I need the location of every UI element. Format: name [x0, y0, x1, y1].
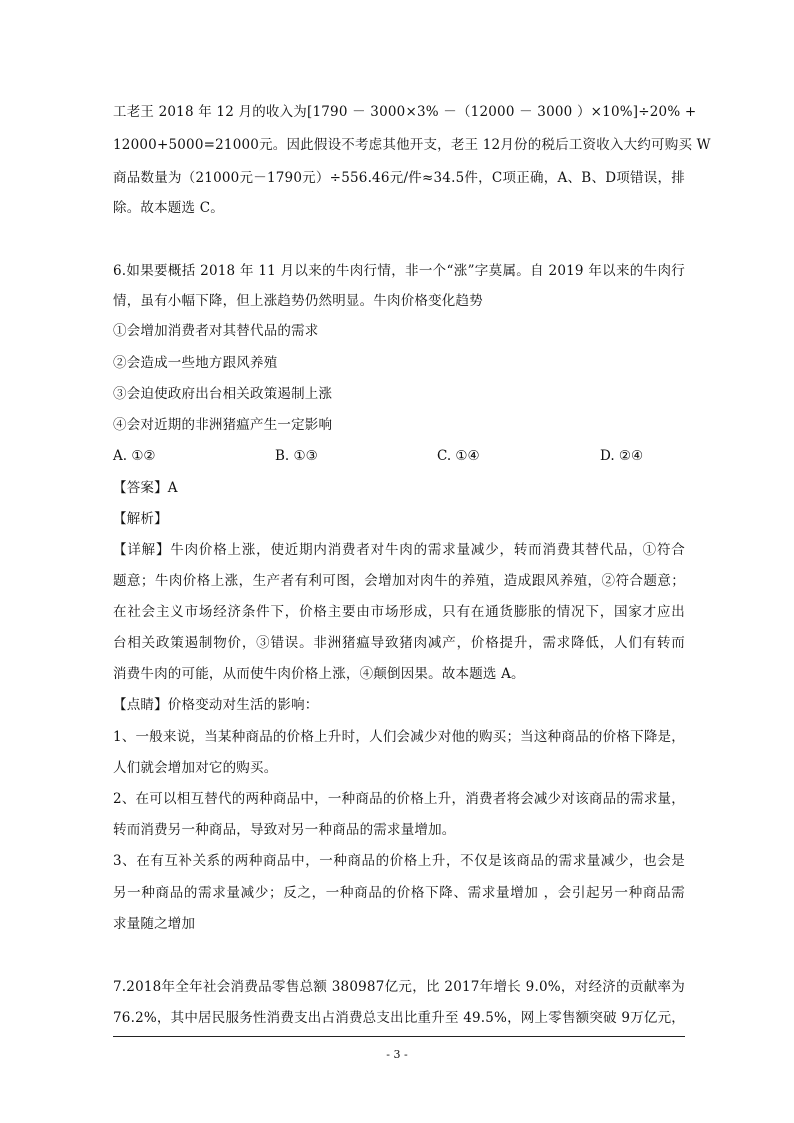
page-number: - 3 - — [386, 1048, 408, 1061]
q6-detail-line-3: 在社会主义市场经济条件下，价格主要由市场形成，只有在通货膨胀的情况下，国家才应出 — [113, 604, 685, 620]
q6-item-4: ④会对近期的非洲猪瘟产生一定影响 — [113, 417, 333, 433]
q6-option-b: B. ①③ — [275, 448, 318, 464]
footer-rule — [113, 1036, 685, 1037]
prev-explanation-line-4: 除。故本题选 C。 — [113, 200, 224, 216]
q6-analysis-label: 【解析】 — [113, 511, 168, 527]
q6-answer: 【答案】A — [113, 480, 178, 496]
q6-tip-line-6: 另一种商品的需求量减少；反之，一种商品的价格下降、需求量增加 ，会引起另一种商品需 — [113, 885, 685, 901]
q6-detail-line-5: 消费牛肉的可能，从而使牛肉价格上涨，④颠倒因果。故本题选 A。 — [113, 666, 525, 682]
q6-tip-line-7: 求量随之增加 — [113, 916, 196, 932]
q6-detail-line-2: 题意；牛肉价格上涨，生产者有利可图，会增加对肉牛的养殖，造成跟风养殖，②符合题意； — [113, 573, 685, 589]
q6-tip-line-1: 1、一般来说，当某种商品的价格上升时，人们会减少对他的购买；当这种商品的价格下降是， — [113, 729, 685, 745]
q7-stem-line-1: 7.2018年全年社会消费品零售总额 380987亿元，比 2017年增长 9.0%，对经济的贡献率为 — [113, 979, 685, 995]
prev-explanation-line-1: 工老王 2018 年 12 月的收入为[1790 － 3000×3% －（12000 － 3000 ）×10%]÷20% + — [113, 104, 697, 120]
q6-tip-heading: 【点睛】价格变动对生活的影响： — [113, 697, 319, 713]
q6-option-d: D. ②④ — [600, 448, 644, 464]
q7-stem-line-2: 76.2%，其中居民服务性消费支出占消费总支出比重升至 49.5%，网上零售额突破 9万亿元， — [113, 1010, 685, 1026]
q6-option-c: C. ①④ — [437, 448, 480, 464]
q6-stem-line-2: 情，虽有小幅下降，但上涨趋势仍然明显。牛肉价格变化趋势 — [113, 293, 483, 309]
q6-item-3: ③会迫使政府出台相关政策遏制上涨 — [113, 386, 333, 402]
q6-item-2: ②会造成一些地方跟风养殖 — [113, 355, 278, 371]
q6-stem-line-1: 6.如果要概括 2018 年 11 月以来的牛肉行情，非一个“涨”字莫属。自 2019 年以来的牛肉行 — [113, 263, 685, 279]
prev-explanation-line-2: 12000+5000=21000元。因此假设不考虑其他开支，老王 12月份的税后工资收入大约可购买 W — [113, 137, 711, 153]
q6-tip-line-2: 人们就会增加对它的购买。 — [113, 760, 278, 776]
q6-item-1: ①会增加消费者对其替代品的需求 — [113, 323, 319, 339]
q6-detail-line-4: 台相关政策遏制物价，③错误。非洲猪瘟导致猪肉减产，价格提升，需求降低，人们有转而 — [113, 635, 685, 651]
q6-detail-line-1: 【详解】牛肉价格上涨，使近期内消费者对牛肉的需求量减少，转而消费其替代品，①符合 — [113, 542, 685, 558]
q6-tip-line-4: 转而消费另一种商品，导致对另一种商品的需求量增加。 — [113, 822, 456, 838]
prev-explanation-line-3: 商品数量为（21000元－1790元）÷556.46元/件≈34.5件，C项正确，A、B、D项错误，排 — [113, 170, 685, 186]
q6-tip-line-3: 2、在可以相互替代的两种商品中，一种商品的价格上升，消费者将会减少对该商品的需求量， — [113, 791, 685, 807]
q6-option-a: A. ①② — [113, 448, 156, 464]
q6-tip-line-5: 3、在有互补关系的两种商品中，一种商品的价格上升，不仅是该商品的需求量减少，也会是 — [113, 853, 685, 869]
